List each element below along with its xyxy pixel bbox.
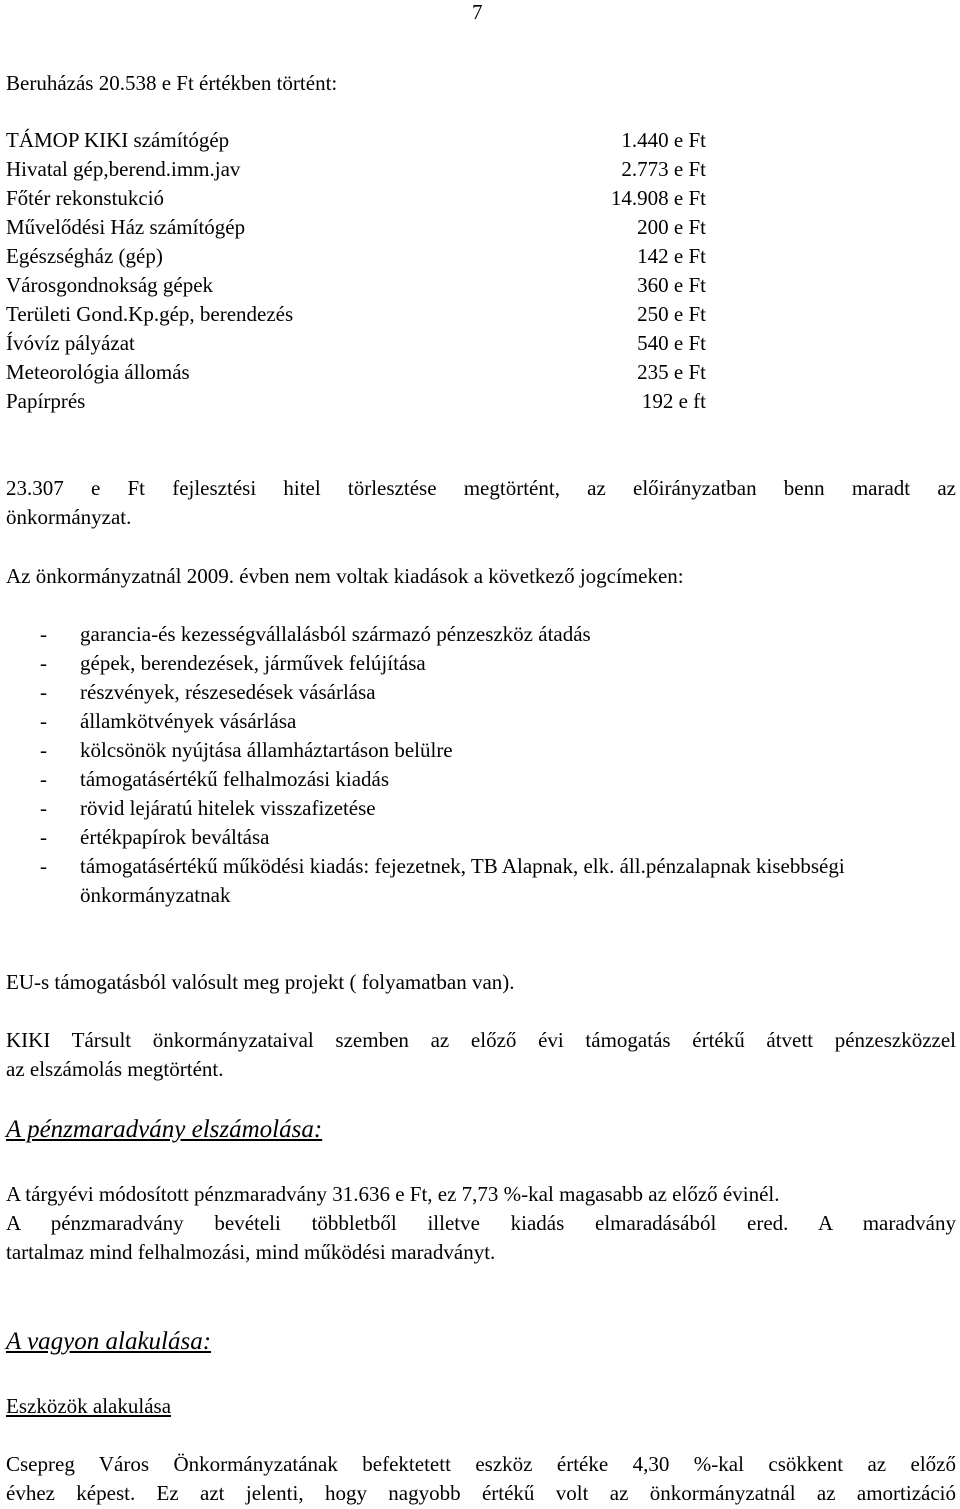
investment-name: Területi Gond.Kp.gép, berendezés [6,302,294,326]
assets-paragraph [6,1450,956,1508]
list-item [6,707,956,736]
list-item [6,358,706,387]
investment-list [6,126,706,416]
list-item [6,765,956,794]
cash-remainder-paragraph [6,1180,956,1267]
investment-name: Főtér rekonstukció [6,186,165,210]
investment-amount: 1.440 e Ft [621,128,706,152]
list-item [6,649,956,678]
no-expenses-list [6,620,956,910]
list-item [6,126,706,155]
list-item [6,736,956,765]
investment-intro: Beruházás 20.538 e Ft értékben történt: [6,71,338,95]
cash-remainder-heading: A pénzmaradvány elszámolása: [6,1116,323,1143]
investment-name: Művelődési Ház számítógép [6,215,246,239]
investment-name: Papírprés [6,389,86,413]
investment-name: Meteorológia állomás [6,360,190,384]
dash-bullet: - [40,738,47,762]
investment-amount: 250 e Ft [637,302,706,326]
paragraph-line: az elszámolás megtörtént. [6,1057,224,1081]
investment-amount: 540 e Ft [637,331,706,355]
list-item-text: garancia-és kezességvállalásból származó pénzeszköz átadás [80,622,591,646]
list-item [6,678,956,707]
paragraph-line: A tárgyévi módosított pénzmaradvány 31.636 e Ft, ez 7,73 %-kal magasabb az előző évinél. [6,1182,780,1206]
investment-name: Hivatal gép,berend.imm.jav [6,157,241,181]
assets-subheading: Eszközök alakulása [6,1394,172,1418]
list-item [6,852,956,910]
paragraph-line: tartalmaz mind felhalmozási, mind működési maradványt. [6,1240,496,1264]
dash-bullet: - [40,825,47,849]
dash-bullet: - [40,709,47,733]
list-item-text: rövid lejáratú hitelek visszafizetése [80,796,376,820]
list-item [6,387,706,416]
investment-amount: 235 e Ft [637,360,706,384]
list-item-text: támogatásértékű működési kiadás: fejezetnek, TB Alapnak, elk. áll.pénzalapnak kisebbségi önkormányzatnak [80,854,845,907]
paragraph-line: önkormányzat. [6,505,132,529]
eu-support-paragraph: EU-s támogatásból valósult meg projekt ( folyamatban van). [6,970,515,994]
dash-bullet: - [40,767,47,791]
investment-amount: 2.773 e Ft [621,157,706,181]
paragraph-line: Csepreg Város Önkormányzatának befektetett eszköz értéke 4,30 %-kal csökkent az előző [6,1452,956,1476]
dash-bullet: - [40,796,47,820]
paragraph-line: 23.307 e Ft fejlesztési hitel törlesztése megtörtént, az előirányzatban benn maradt az [6,476,956,500]
loan-repayment-paragraph [6,474,956,532]
dash-bullet: - [40,854,47,878]
paragraph-line: KIKI Társult önkormányzataival szemben az előző évi támogatás értékű átvett pénzeszközzel [6,1028,956,1052]
list-item-text: támogatásértékű felhalmozási kiadás [80,767,390,791]
paragraph-line: A pénzmaradvány bevételi többletből illetve kiadás elmaradásából ered. A maradvány [6,1211,956,1235]
dash-bullet: - [40,651,47,675]
list-item-text: államkötvények vásárlása [80,709,297,733]
investment-amount: 200 e Ft [637,215,706,239]
dash-bullet: - [40,622,47,646]
list-item [6,184,706,213]
list-item-text: kölcsönök nyújtása államháztartáson belülre [80,738,453,762]
kiki-paragraph [6,1026,956,1084]
page-number: 7 [472,0,483,24]
investment-amount: 360 e Ft [637,273,706,297]
list-item-text: értékpapírok beváltása [80,825,270,849]
no-expenses-intro: Az önkormányzatnál 2009. évben nem voltak kiadások a következő jogcímeken: [6,564,684,588]
paragraph-line: évhez képest. Ez azt jelenti, hogy nagyobb értékű volt az önkormányzatnál az amortizáció [6,1481,956,1505]
investment-name: Városgondnokság gépek [6,273,214,297]
list-item [6,300,706,329]
list-item [6,329,706,358]
dash-bullet: - [40,680,47,704]
list-item [6,620,956,649]
investment-amount: 192 e ft [641,389,706,413]
investment-name: Ívóvíz pályázat [6,331,135,355]
list-item-text: részvények, részesedések vásárlása [80,680,376,704]
list-item [6,271,706,300]
list-item [6,155,706,184]
list-item [6,242,706,271]
investment-name: Egészségház (gép) [6,244,163,268]
list-item [6,213,706,242]
investment-amount: 142 e Ft [637,244,706,268]
list-item [6,794,956,823]
list-item [6,823,956,852]
list-item-text: gépek, berendezések, járművek felújítása [80,651,426,675]
investment-amount: 14.908 e Ft [610,186,706,210]
investment-name: TÁMOP KIKI számítógép [6,128,230,152]
assets-heading: A vagyon alakulása: [6,1328,212,1355]
